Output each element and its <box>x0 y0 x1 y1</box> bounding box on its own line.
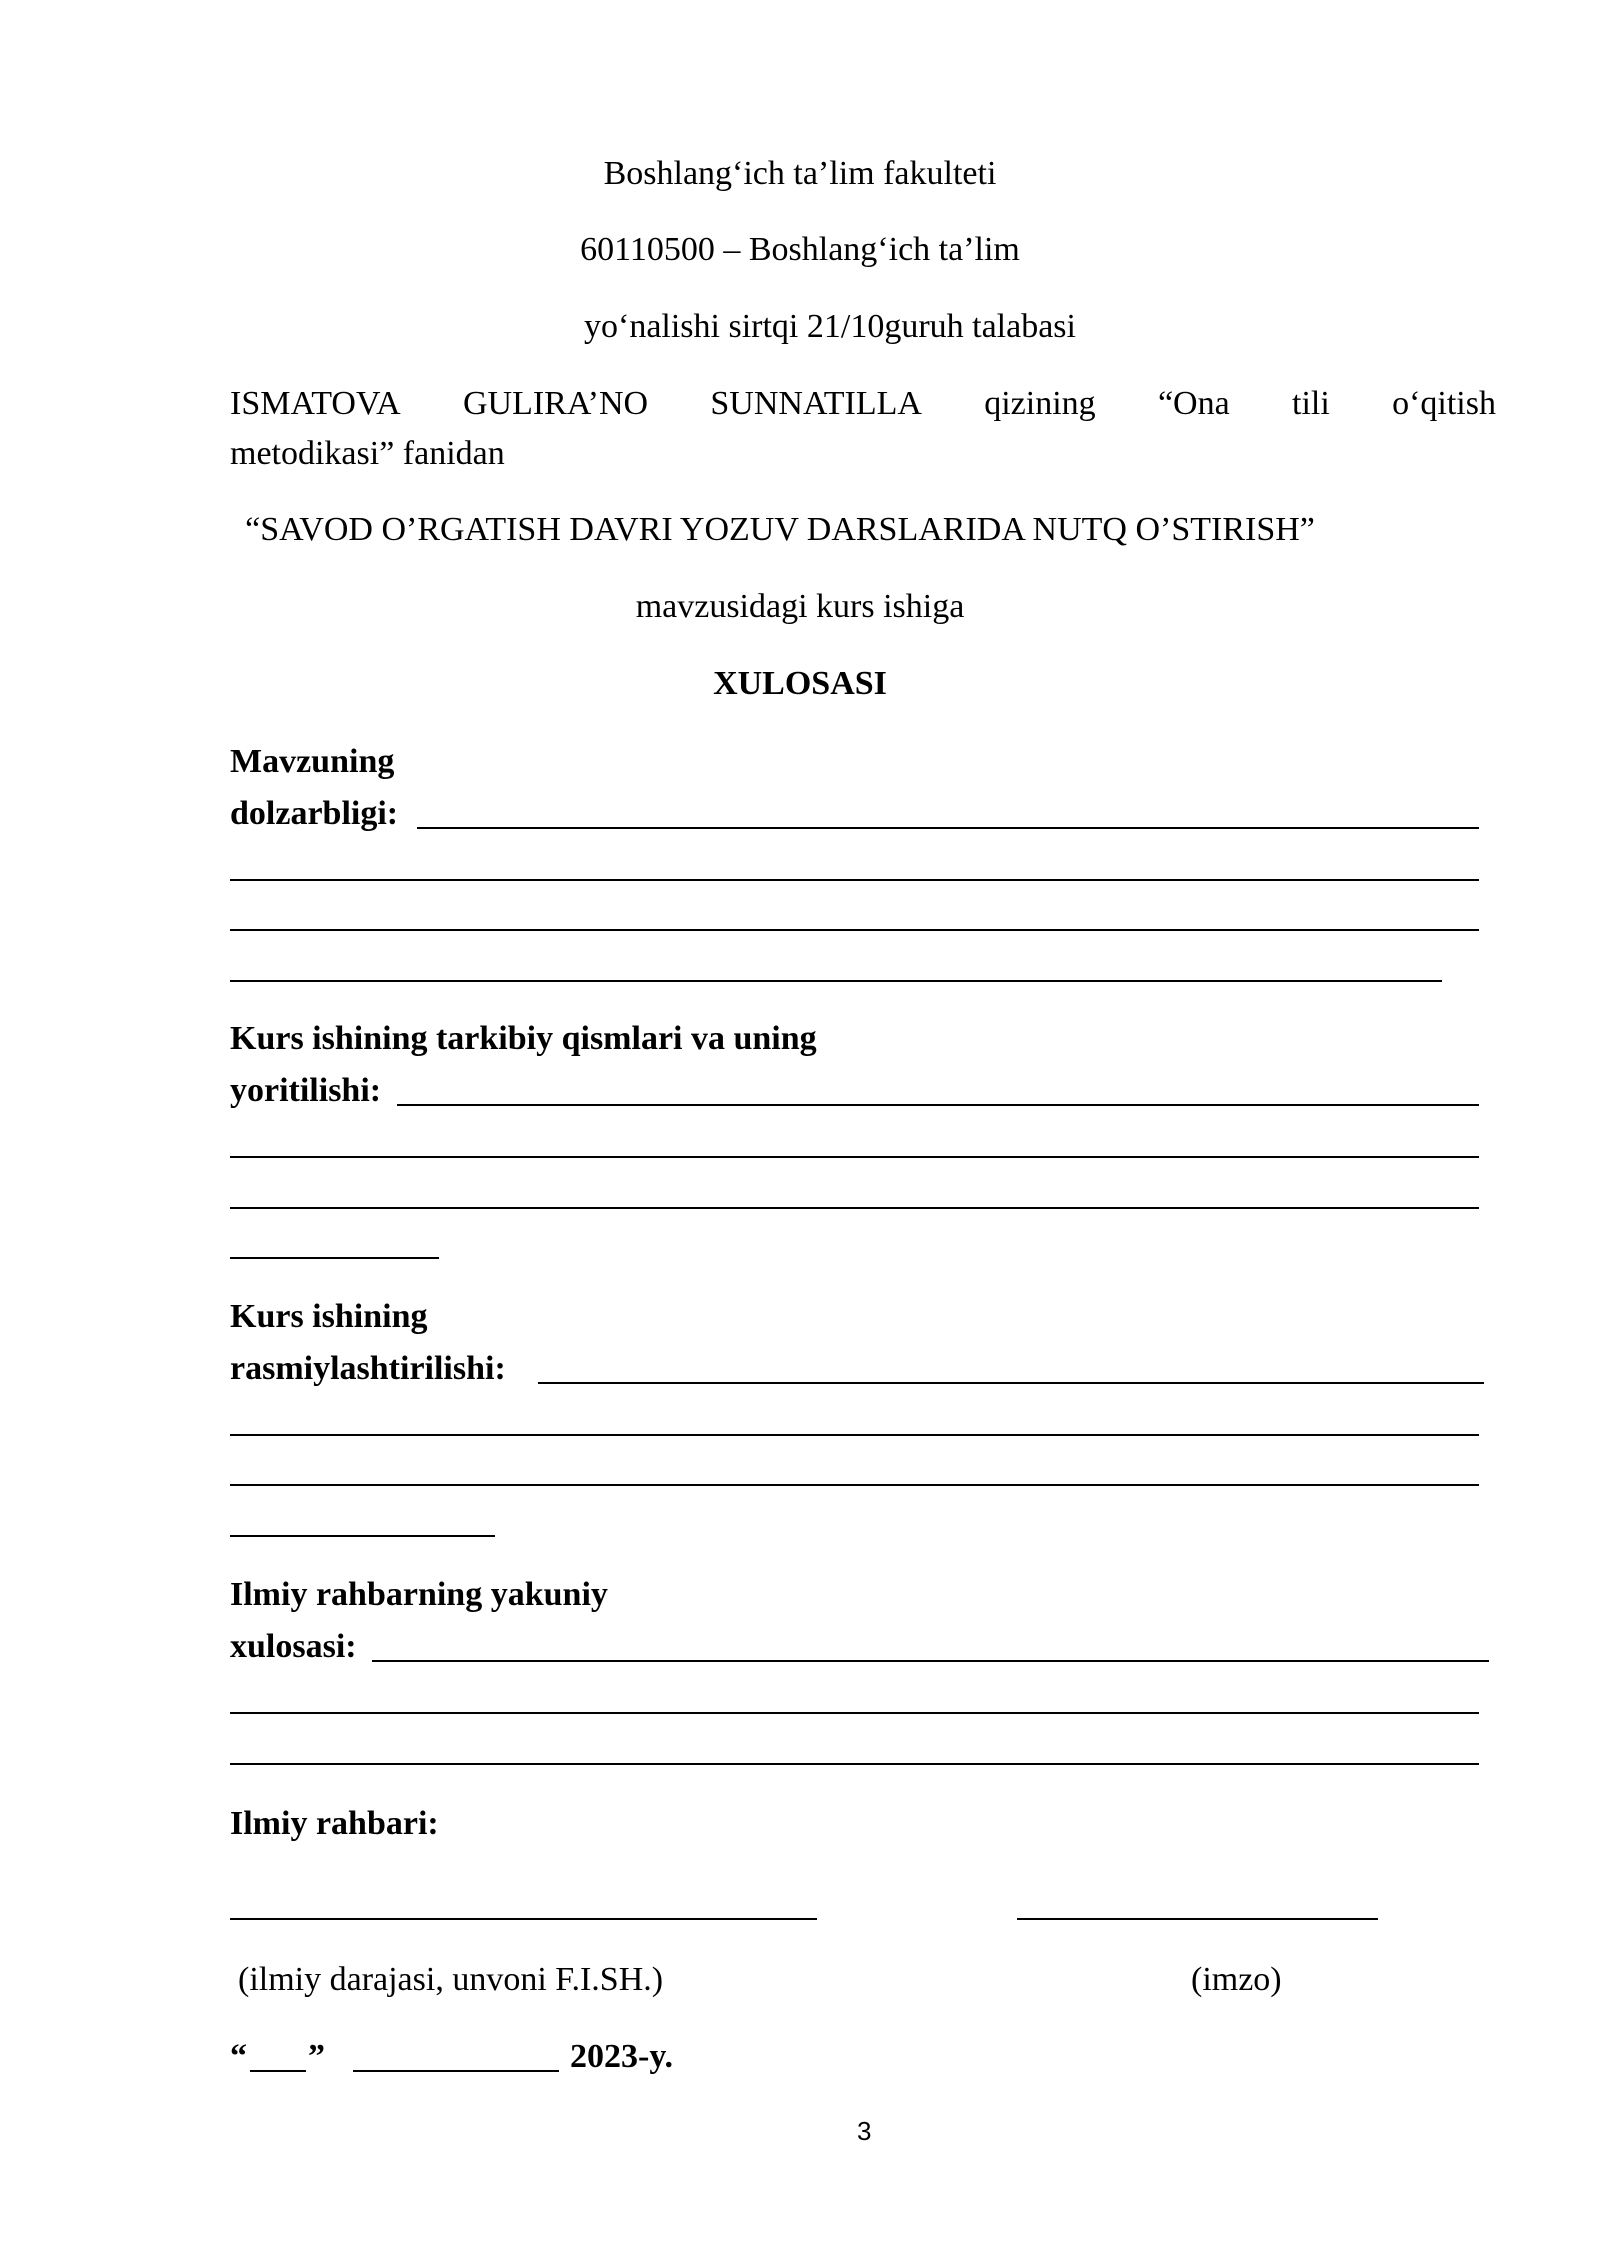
faculty-name: Boshlang‘ich ta’lim fakulteti <box>603 155 997 192</box>
structure-label-line1: Kurs ishining tarkibiy qismlari va uning <box>230 1020 817 1057</box>
conclusion-answer-line[interactable] <box>230 1712 1479 1714</box>
relevance-answer-line[interactable] <box>417 827 1479 829</box>
formatting-label-line2: rasmiylashtirilishi: <box>230 1350 506 1387</box>
structure-label-line2: yoritilishi: <box>230 1072 382 1109</box>
relevance-label-line2: dolzarbligi: <box>230 795 399 832</box>
relevance-answer-line[interactable] <box>230 879 1479 881</box>
date-month-line[interactable] <box>353 2070 559 2072</box>
formatting-answer-line[interactable] <box>230 1535 495 1537</box>
group-info: yo‘nalishi sirtqi 21/10guruh talabasi <box>584 308 1076 345</box>
supervisor-name-caption: (ilmiy darajasi, unvoni F.I.SH.) <box>238 1961 664 1998</box>
conclusion-answer-line[interactable] <box>372 1660 1489 1662</box>
student-line-continuation: metodikasi” fanidan <box>230 435 505 472</box>
formatting-label-line1: Kurs ishining <box>230 1298 428 1335</box>
topic-suffix: mavzusidagi kurs ishiga <box>635 588 965 625</box>
formatting-answer-line[interactable] <box>230 1484 1479 1486</box>
student-word: SUNNATILLA <box>710 385 922 422</box>
structure-answer-line[interactable] <box>230 1257 439 1259</box>
relevance-answer-line[interactable] <box>230 929 1479 931</box>
date-year: 2023-y. <box>570 2038 673 2075</box>
structure-answer-line[interactable] <box>230 1207 1479 1209</box>
student-word: o‘qitish <box>1392 385 1496 422</box>
date-day-line[interactable] <box>250 2070 306 2072</box>
student-word: qizining <box>984 385 1096 422</box>
structure-answer-line[interactable] <box>397 1104 1479 1106</box>
date-close-quote: ” <box>308 2038 325 2075</box>
supervisor-label: Ilmiy rahbari: <box>230 1805 439 1842</box>
document-title: XULOSASI <box>713 665 887 702</box>
formatting-answer-line[interactable] <box>538 1382 1484 1384</box>
date-open-quote: “ <box>230 2038 247 2075</box>
conclusion-label-line1: Ilmiy rahbarning yakuniy <box>230 1576 608 1613</box>
relevance-label-line1: Mavzuning <box>230 743 395 780</box>
conclusion-answer-line[interactable] <box>230 1763 1479 1765</box>
formatting-answer-line[interactable] <box>230 1434 1479 1436</box>
conclusion-label-line2: xulosasi: <box>230 1628 357 1665</box>
topic-title: “SAVOD O’RGATISH DAVRI YOZUV DARSLARIDA NUTQ O’STIRISH” <box>245 511 1315 548</box>
supervisor-signature-line[interactable] <box>1017 1918 1378 1920</box>
direction-code: 60110500 – Boshlang‘ich ta’lim <box>580 231 1020 268</box>
page-number: 3 <box>857 2116 872 2146</box>
signature-caption: (imzo) <box>1191 1961 1282 1998</box>
structure-answer-line[interactable] <box>230 1156 1479 1158</box>
student-word: “Ona <box>1157 385 1230 422</box>
supervisor-name-line[interactable] <box>230 1918 817 1920</box>
student-word: tili <box>1292 385 1330 422</box>
student-word: GULIRA’NO <box>462 385 649 422</box>
student-line <box>230 387 1496 421</box>
student-word: ISMATOVA <box>230 385 401 422</box>
relevance-answer-line[interactable] <box>230 980 1442 982</box>
